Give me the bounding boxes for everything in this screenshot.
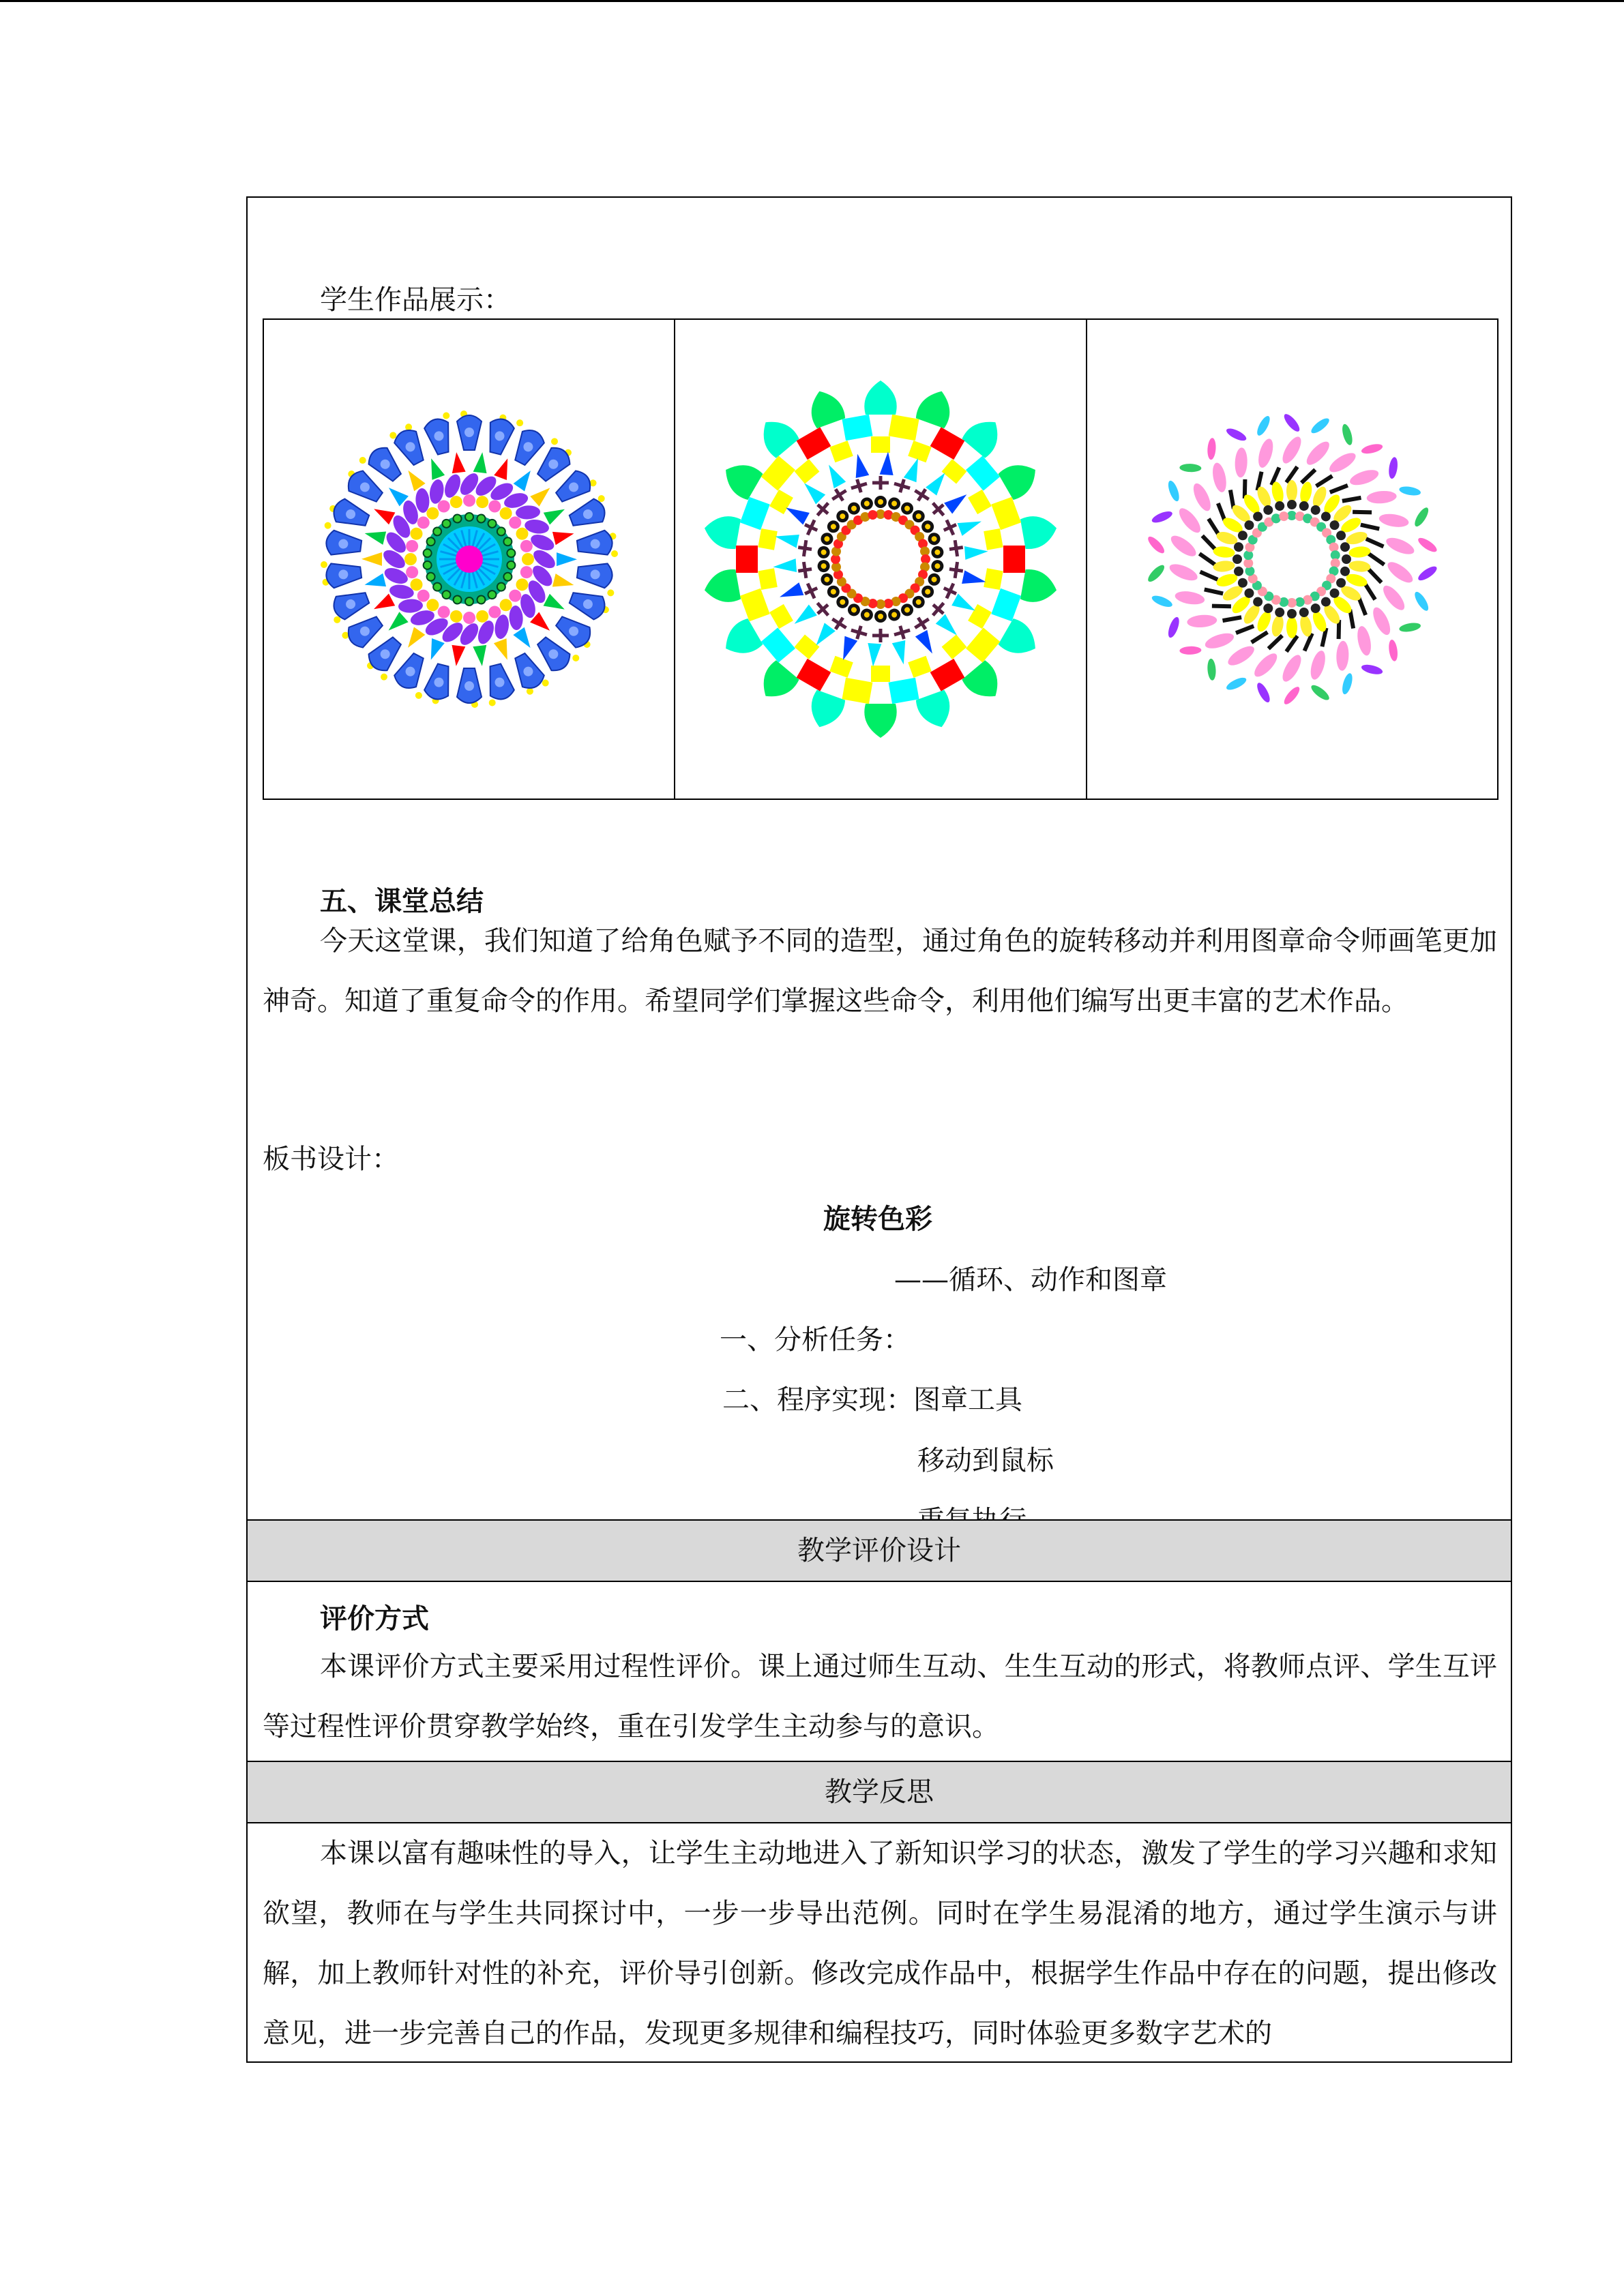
student-work-3 <box>1087 320 1497 799</box>
summary-section <box>248 198 1511 1519</box>
board-title: 旋转色彩 <box>823 1204 932 1235</box>
rotating-pattern-artwork-3 <box>1135 402 1449 716</box>
evaluation-section <box>248 1582 1511 1781</box>
evaluation-heading: 评价方式 <box>320 1603 429 1635</box>
summary-paragraph: 今天这堂课，我们知道了给角色赋予不同的造型，通过角色的旋转移动并利用图章命令师画笔更加神奇。知道了重复命令的作用。希望同学们掌握这些命令，利用他们编写出更丰富的艺术作品。 <box>263 925 1497 1017</box>
evaluation-paragraph: 本课评价方式主要采用过程性评价。课上通过师生互动、生生互动的形式，将教师点评、学生互评等过程性评价贯穿教学始终，重在引发学生主动参与的意识。 <box>263 1651 1497 1742</box>
reflection-paragraph: 本课以富有趣味性的导入，让学生主动地进入了新知识学习的状态，激发了学生的学习兴趣和求知欲望，教师在与学生共同探讨中，一步一步导出范例。同时在学生易混淆的地方，通过学生演示与讲解，加上教师针对性的补充，评价导引创新。修改完成作品中，根据学生作品中存在的问题，提出修改意见，进一步完善自己的作品，发现更多规律和编程技巧，同时体验更多数字艺术的 <box>263 1838 1497 2049</box>
reflection-band: 教学反思 <box>248 1762 1511 1822</box>
page-top-rule <box>0 0 1624 2</box>
student-work-1 <box>264 320 675 799</box>
student-work-2 <box>675 320 1087 799</box>
board-item-1: 一、分析任务： <box>720 1324 911 1356</box>
student-works-gallery <box>263 318 1498 800</box>
gallery-label: 学生作品展示： <box>320 284 511 316</box>
board-item-2: 二、程序实现：图章工具 <box>722 1384 1022 1416</box>
lesson-plan-table <box>246 196 1512 2063</box>
evaluation-band: 教学评价设计 <box>248 1521 1511 1581</box>
rotating-pattern-artwork-1 <box>312 402 626 716</box>
rotating-pattern-artwork-2 <box>696 375 1065 743</box>
reflection-section <box>248 1823 1511 2061</box>
board-subtitle: ——循环、动作和图章 <box>894 1264 1167 1296</box>
board-design-label: 板书设计： <box>263 1144 399 1175</box>
summary-heading: 五、课堂总结 <box>320 886 484 917</box>
board-item-2-line-2: 移动到鼠标 <box>917 1445 1054 1476</box>
